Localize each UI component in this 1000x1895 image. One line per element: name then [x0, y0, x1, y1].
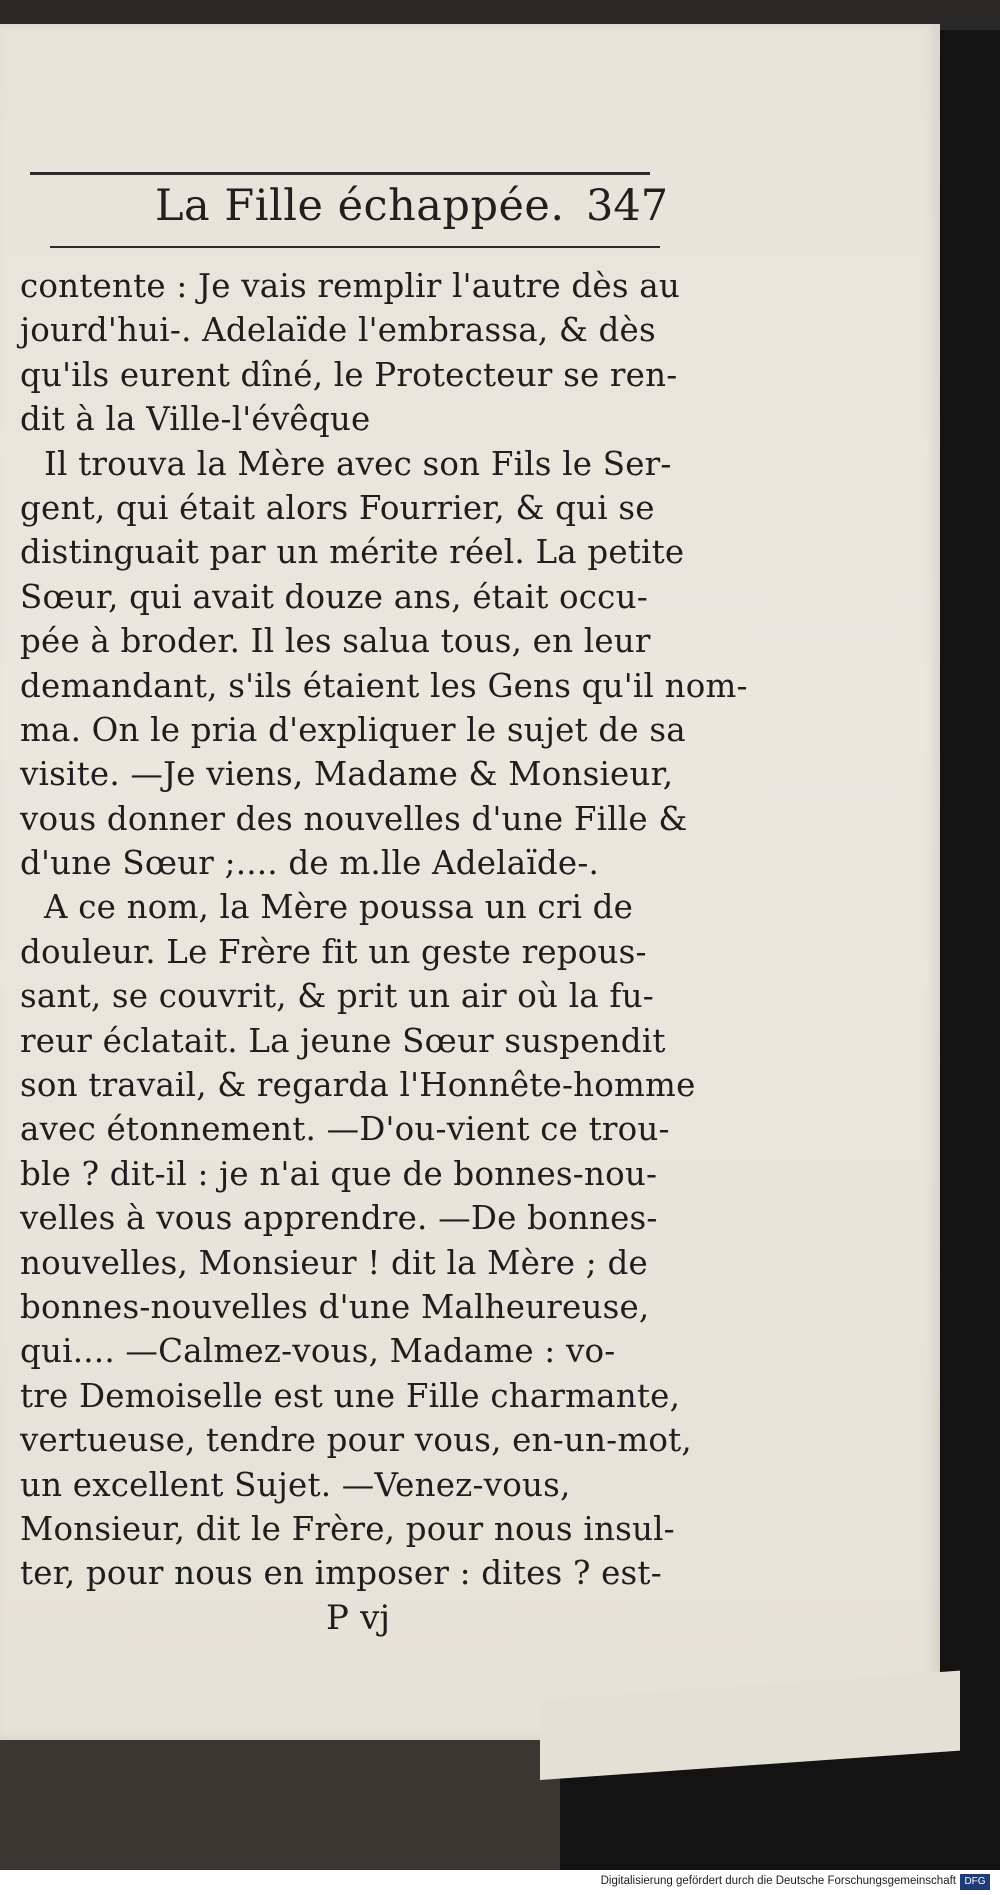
text-line: douleur. Le Frère fit un geste repous-	[20, 932, 647, 971]
text-line: d'une Sœur ;.... de m.lle Adelaïde-.	[20, 844, 600, 883]
text-line: bonnes-nouvelles d'une Malheureuse,	[20, 1287, 650, 1326]
text-line: reur éclatait. La jeune Sœur suspendit	[20, 1021, 666, 1060]
text-line: velles à vous apprendre. —De bonnes-	[20, 1199, 658, 1238]
text-line: pée à broder. Il les salua tous, en leur	[20, 622, 651, 661]
signature-mark: P vj	[326, 1597, 391, 1638]
text-line: son travail, & regarda l'Honnête-homme	[20, 1066, 696, 1105]
text-line: dit à la Ville-l'évêque	[20, 400, 371, 439]
text-line: un excellent Sujet. —Venez-vous,	[20, 1465, 571, 1504]
text-line: contente : Je vais remplir l'autre dès au	[20, 267, 680, 305]
text-line: Il trouva la Mère avec son Fils le Ser-	[44, 444, 672, 483]
book-page	[0, 24, 940, 1740]
text-line: A ce nom, la Mère poussa un cri de	[44, 888, 634, 927]
body-text	[20, 264, 748, 1640]
header-rule-top	[30, 172, 650, 175]
header-rule-bottom	[50, 246, 660, 248]
running-title: La Fille échappée.	[155, 181, 565, 231]
text-line: demandant, s'ils étaient les Gens qu'il nom-	[20, 666, 748, 705]
text-line: jourd'hui-. Adelaïde l'embrassa, & dès	[20, 311, 656, 350]
text-line: ma. On le pria d'expliquer le sujet de sa	[20, 710, 686, 749]
scan-background-bottom	[0, 1740, 560, 1870]
text-line: vertueuse, tendre pour vous, en-un-mot,	[20, 1421, 692, 1460]
text-line: Monsieur, dit le Frère, pour nous insul-	[20, 1509, 675, 1548]
text-line: ter, pour nous en imposer : dites ? est-	[20, 1554, 662, 1593]
text-line: tre Demoiselle est une Fille charmante,	[20, 1376, 681, 1415]
text-line: ble ? dit-il : je n'ai que de bonnes-nou-	[20, 1154, 658, 1193]
text-line: visite. —Je viens, Madame & Monsieur,	[20, 755, 674, 794]
text-line: distinguait par un mérite réel. La petite	[20, 533, 685, 572]
dfg-logo: DFG	[960, 1874, 990, 1890]
text-line: Sœur, qui avait douze ans, était occu-	[20, 577, 648, 616]
footer-credit: Digitalisierung gefördert durch die Deutsche Forschungsgemeinschaft	[600, 1875, 956, 1887]
text-line: gent, qui était alors Fourrier, & qui se	[20, 488, 655, 527]
text-line: sant, se couvrit, & prit un air où la fu-	[20, 977, 654, 1016]
text-line: nouvelles, Monsieur ! dit la Mère ; de	[20, 1243, 648, 1282]
text-line: qui.... —Calmez-vous, Madame : vo-	[20, 1332, 616, 1371]
footer-bar	[0, 1870, 1000, 1895]
text-line: vous donner des nouvelles d'une Fille &	[20, 799, 688, 838]
page-number: 347	[586, 181, 669, 231]
text-line: qu'ils eurent dîné, le Protecteur se ren-	[20, 355, 678, 394]
text-line: avec étonnement. —D'ou-vient ce trou-	[20, 1110, 670, 1149]
